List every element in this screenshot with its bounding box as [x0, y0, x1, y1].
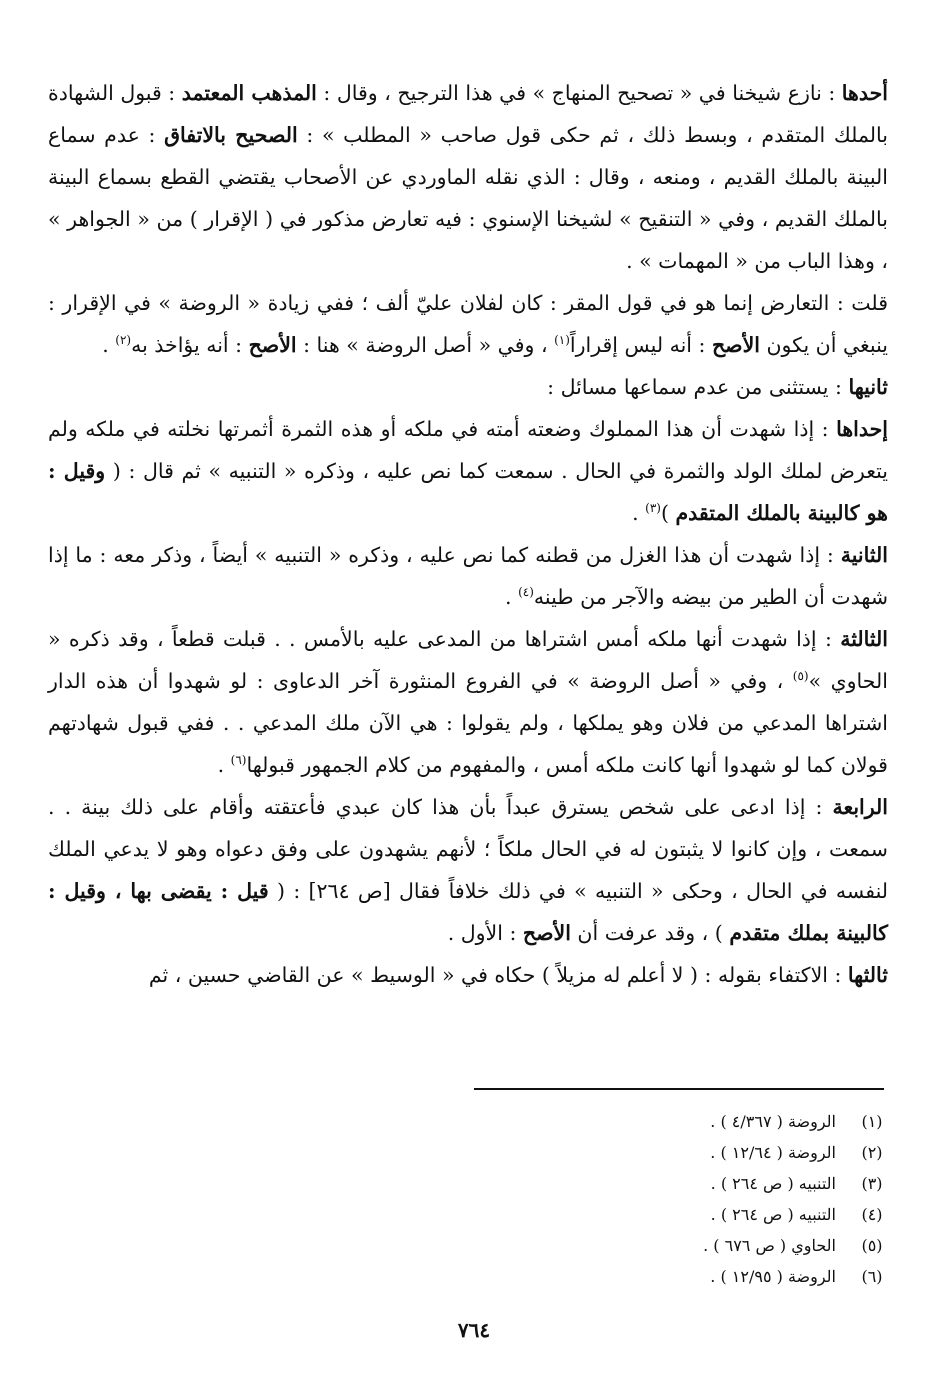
footnote-ref: (٤) [518, 585, 534, 600]
paragraph [48, 282, 888, 366]
bold-term: قيل : يقضى بها ، وقيل : كالبينة بملك متقدم [48, 879, 888, 945]
paragraph [48, 786, 888, 954]
footnote-item [386, 1137, 886, 1168]
bold-term: إحداها [836, 417, 888, 441]
footnote-ref: (٦) [230, 753, 247, 768]
page-number: ٧٦٤ [457, 1318, 491, 1342]
bold-term: الرابعة [832, 795, 888, 819]
footnote-number: (٤) [861, 1205, 883, 1224]
bold-term: أحدها [841, 81, 888, 105]
bold-term: الثالثة [840, 627, 888, 651]
footnote-text: الروضة ( ١٢/٩٥ ) . [710, 1267, 836, 1286]
text-run: : الأول . [447, 921, 523, 945]
text-run: : إذا شهدت أن هذا الغزل من قطنه كما نص عليه ، وذكره « التنبيه » أيضاً ، وذكر معه : ما إذا شهدت أن الطير من بيضه والآجر من طينه [48, 543, 888, 609]
text-run: : إذا ادعى على شخص يسترق عبداً بأن هذا كان عبدي فأعتقته وأقام على ذلك بينة . . سمعت ، وإن كانوا لا يثبتون له في الحال ملكاً ؛ لأنهم يشهدون على وفق دعواه وهو لا يدعي الملك لنفسه في الحال ، وحكى « التنبيه » في ذلك خلافاً فقال [ص ٢٦٤] : ( [48, 795, 888, 903]
bold-term: الثانية [840, 543, 888, 567]
bold-term: وقيل : هو كالبينة بالملك المتقدم [48, 459, 888, 525]
text-run: : الاكتفاء بقوله : ( لا أعلم له مزيلاً ) حكاه في « الوسيط » عن القاضي حسين ، ثم [148, 963, 848, 987]
text-run: . [102, 333, 116, 357]
footnote-number: (١) [861, 1112, 883, 1131]
footnote-number: (٦) [861, 1267, 883, 1286]
text-run: ) ، وقد عرفت أن [570, 921, 730, 945]
footnote-ref: (١) [554, 333, 570, 348]
footnote-item [386, 1168, 886, 1199]
text-run: : نازع شيخنا في « تصحيح المنهاج » في هذا الترجيح ، وقال : [316, 81, 842, 105]
text-run: : أنه يؤاخذ به [131, 333, 249, 357]
text-run: . [505, 585, 519, 609]
footnote-number: (٣) [861, 1174, 883, 1193]
footnote-item [386, 1230, 886, 1261]
bold-term: المذهب المعتمد [181, 81, 317, 105]
footnote-ref: (٣) [645, 501, 661, 516]
bold-term: الأصح [522, 921, 571, 945]
text-run: : إذا شهدت أنها ملكه أمس اشتراها من المدعى عليه بالأمس . . قبلت قطعاً ، وقد ذكره « الحاوي » [48, 627, 888, 693]
paragraph [48, 408, 888, 534]
bold-term: ثالثها [847, 963, 888, 987]
footnote-item [386, 1106, 886, 1137]
footnote-text: الروضة ( ٤/٣٦٧ ) . [710, 1112, 836, 1131]
text-run: ، وفي « أصل الروضة » في الفروع المنثورة آخر الدعاوى : لو شهدوا أن هذه الدار اشتراها المدعي من فلان وهو يملكها ، ولم يقولوا : هي الآن ملك المدعي . . ففي قبول شهادتهم قولان كما لو شهدوا أنها كانت ملكه أمس ، والمفهوم من كلام الجمهور قبولها [48, 669, 888, 777]
paragraph [48, 954, 888, 996]
text-run: . [632, 501, 646, 525]
bold-term: ثانيها [848, 375, 888, 399]
footnote-text: الروضة ( ١٢/٦٤ ) . [710, 1143, 836, 1162]
footnote-number: (٢) [861, 1143, 883, 1162]
bold-term: الصحيح بالاتفاق [164, 123, 298, 147]
bold-term: الأصح [248, 333, 297, 357]
footnotes [386, 1106, 886, 1292]
text-run: : قبول الشهادة بالملك المتقدم ، وبسط ذلك ، ثم حكى قول صاحب « المطلب » : [48, 81, 888, 147]
text-run: : يستثنى من عدم سماعها مسائل : [547, 375, 849, 399]
footnote-ref: (٥) [792, 669, 809, 684]
text-run: ، وفي « أصل الروضة » هنا : [296, 333, 555, 357]
body-text [48, 72, 888, 996]
footnote-separator [474, 1088, 884, 1090]
bold-term: الأصح [711, 333, 760, 357]
footnote-text: التنبيه ( ص ٢٦٤ ) . [710, 1174, 836, 1193]
paragraph [48, 534, 888, 618]
text-run: : إذا شهدت أن هذا المملوك وضعته أمته في ملكه أو هذه الثمرة أثمرتها نخلته في ملكه ولم يتعرض لملك الولد والثمرة في الحال . سمعت كما نص عليه ، وذكره « التنبيه » ثم قال : ( [48, 417, 888, 483]
footnote-item [386, 1199, 886, 1230]
paragraph [48, 618, 888, 786]
footnote-text: الحاوي ( ص ٦٧٦ ) . [703, 1236, 836, 1255]
footnote-text: التنبيه ( ص ٢٦٤ ) . [710, 1205, 836, 1224]
text-run: : عدم سماع البينة بالملك القديم ، ومنعه ، وقال : الذي نقله الماوردي عن الأصحاب يقتضي القطع بسماع البينة بالملك القديم ، وفي « التنقيح » لشيخنا الإسنوي : فيه تعارض مذكور في ( الإقرار ) من « الجواهر » ، وهذا الباب من « المهمات » . [48, 123, 888, 273]
paragraph [48, 72, 888, 282]
footnote-ref: (٢) [115, 333, 132, 348]
footnote-number: (٥) [861, 1236, 883, 1255]
paragraph [48, 366, 888, 408]
text-run: قلت : التعارض إنما هو في قول المقر : كان لفلان عليّ ألف ؛ ففي زيادة « الروضة » في الإقرار : ينبغي أن يكون [48, 291, 888, 357]
text-run: . [217, 753, 231, 777]
text-run: ) [660, 501, 676, 525]
text-run: : أنه ليس إقراراً [569, 333, 712, 357]
footnote-item [386, 1261, 886, 1292]
